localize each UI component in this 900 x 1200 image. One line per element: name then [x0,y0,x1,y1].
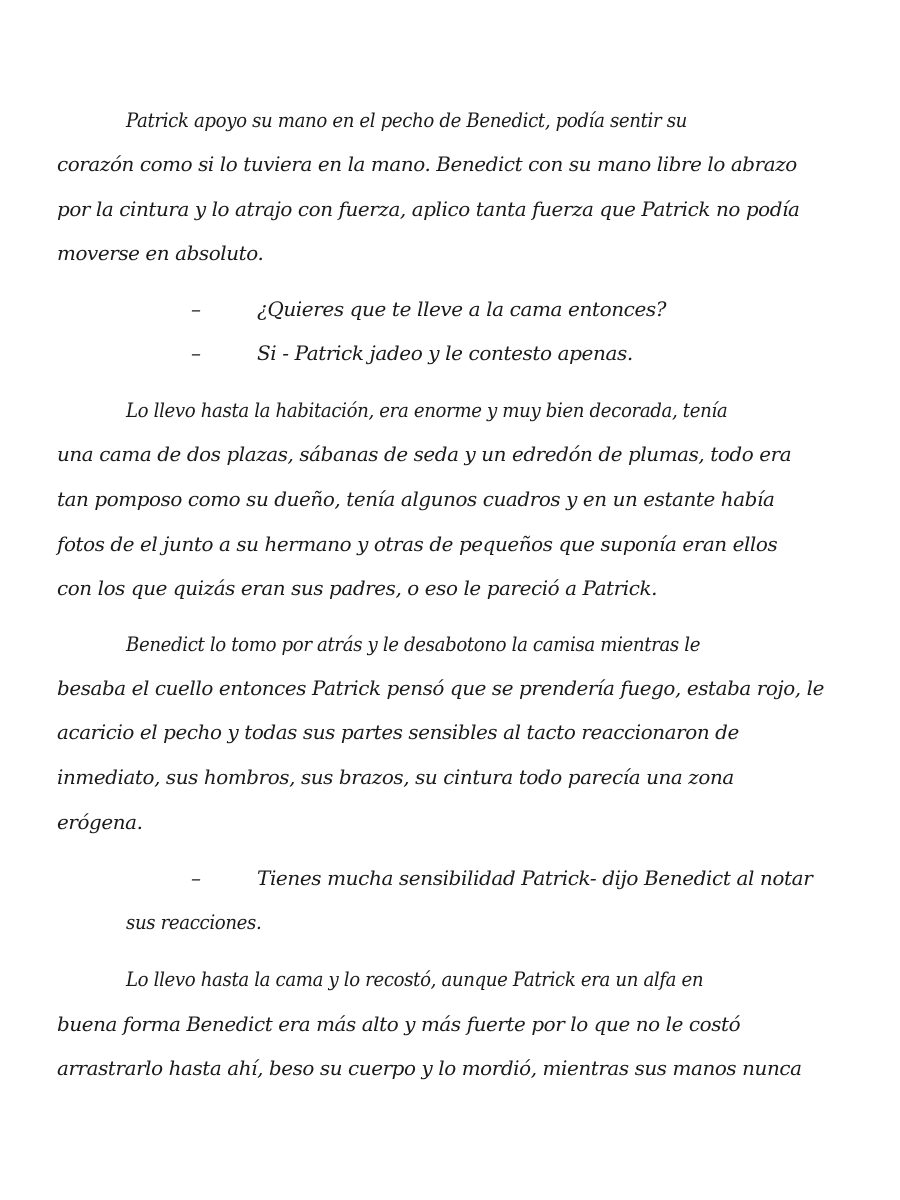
paragraph-line: fotos de el junto a su hermano y otras de pequeños que suponía eran ellos [57,532,778,556]
paragraph-line: por la cintura y lo atrajo con fuerza, aplico tanta fuerza que Patrick no podía [57,197,800,221]
dialogue-line: ¿Quieres que te lleve a la cama entonces? [257,297,667,321]
paragraph-line: moverse en absoluto. [57,241,264,265]
paragraph-line: inmediato, sus hombros, sus brazos, su cintura todo parecía una zona [57,765,734,789]
paragraph-line: besaba el cuello entonces Patrick pensó que se prendería fuego, estaba rojo, le [57,676,824,700]
paragraph-line: erógena. [57,810,143,834]
paragraph-line: Benedict lo tomo por atrás y le desabotono la camisa mientras le [126,632,701,656]
paragraph-line: Lo llevo hasta la habitación, era enorme y muy bien decorada, tenía [126,398,728,422]
paragraph-line: Patrick apoyo su mano en el pecho de Benedict, podía sentir su [126,108,687,132]
paragraph-line: corazón como si lo tuviera en la mano. Benedict con su mano libre lo abrazo [57,152,797,176]
dialogue-line: Si - Patrick jadeo y le contesto apenas. [257,341,633,365]
paragraph-line: buena forma Benedict era más alto y más fuerte por lo que no le costó [57,1012,741,1036]
dialogue-line: sus reacciones. [126,910,262,934]
dialogue-dash: – [191,297,201,321]
paragraph-line: acaricio el pecho y todas sus partes sensibles al tacto reaccionaron de [57,720,739,744]
paragraph-line: arrastrarlo hasta ahí, beso su cuerpo y lo mordió, mientras sus manos nunca [57,1056,802,1080]
paragraph-line: con los que quizás eran sus padres, o eso le pareció a Patrick. [57,576,658,600]
dialogue-line: Tienes mucha sensibilidad Patrick- dijo Benedict al notar [257,866,813,890]
paragraph-line: Lo llevo hasta la cama y lo recostó, aunque Patrick era un alfa en [126,967,704,991]
dialogue-dash: – [191,866,201,890]
paragraph-line: tan pomposo como su dueño, tenía algunos cuadros y en un estante había [57,487,775,511]
dialogue-dash: – [191,341,201,365]
paragraph-line: una cama de dos plazas, sábanas de seda y un edredón de plumas, todo era [57,442,792,466]
